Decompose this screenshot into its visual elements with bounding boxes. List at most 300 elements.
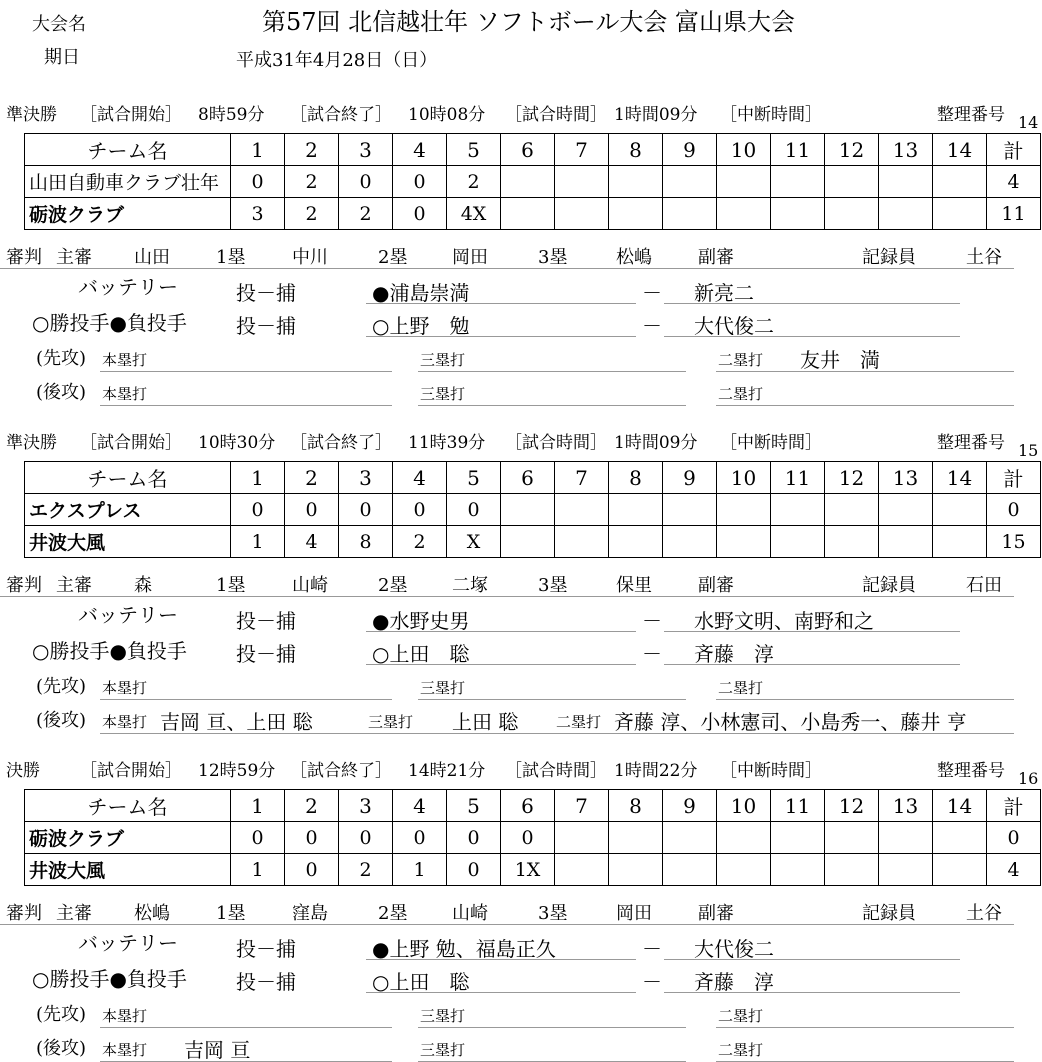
inning-score	[717, 822, 771, 854]
team-total: 4	[987, 854, 1041, 886]
team-row	[25, 494, 1041, 526]
pitcher-catcher-label: 投－捕	[236, 642, 296, 666]
total-header: 計	[987, 462, 1041, 494]
inning-header: 14	[933, 790, 987, 822]
inning-header: 4	[393, 790, 447, 822]
inning-score	[609, 854, 663, 886]
recorder-label: 記録員	[862, 247, 916, 268]
first-base-label: 1塁	[216, 575, 246, 596]
second-base-umpire: 二塚	[452, 575, 488, 596]
inning-header: 1	[231, 134, 285, 166]
inning-score: 1	[231, 854, 285, 886]
inning-score	[555, 166, 609, 198]
event-name: 第57回 北信越壮年 ソフトボール大会 富山県大会	[262, 8, 795, 36]
team-name-header: チーム名	[25, 462, 231, 494]
inning-score	[825, 198, 879, 230]
inning-header: 13	[879, 790, 933, 822]
home-run-label: 本塁打	[102, 1041, 148, 1059]
triple-label: 三塁打	[420, 1041, 466, 1059]
pitcher-catcher-label: 投－捕	[236, 314, 296, 338]
inning-score	[825, 526, 879, 558]
inning-header: 2	[285, 790, 339, 822]
inning-score: 0	[285, 822, 339, 854]
inning-score	[609, 494, 663, 526]
inning-header: 5	[447, 134, 501, 166]
inning-score	[663, 854, 717, 886]
start-label: ［試合開始］	[80, 761, 182, 781]
inning-header: 2	[285, 134, 339, 166]
inning-score: 2	[285, 198, 339, 230]
losing-battery-pitcher: ○上田 聡	[372, 642, 470, 666]
home-run-label: 本塁打	[102, 1007, 148, 1025]
inning-header: 6	[501, 134, 555, 166]
third-base-umpire: 岡田	[616, 903, 652, 924]
underline	[716, 1027, 1014, 1028]
triple-label: 三塁打	[368, 713, 414, 731]
battery-dash: －	[642, 970, 662, 994]
inning-header: 7	[555, 790, 609, 822]
first-batting-label: (先攻)	[36, 676, 87, 697]
losing-battery-catcher: 斉藤 淳	[694, 642, 774, 666]
underline	[0, 268, 1014, 269]
inning-header: 10	[717, 790, 771, 822]
second-base-label: 2塁	[378, 575, 408, 596]
recorder-name: 土谷	[966, 247, 1002, 268]
inning-header: 1	[231, 790, 285, 822]
inning-score: 0	[393, 494, 447, 526]
interrupt-label: ［中断時間］	[720, 761, 822, 781]
team-row	[25, 822, 1041, 854]
underline	[100, 1027, 392, 1028]
second-base-umpire: 岡田	[452, 247, 488, 268]
inning-header: 4	[393, 134, 447, 166]
second-batting-label: (後攻)	[36, 1038, 87, 1059]
inning-score	[609, 198, 663, 230]
umpire-label: 審判	[6, 575, 42, 596]
inning-header: 14	[933, 462, 987, 494]
battery-label: バッテリー	[78, 275, 178, 299]
scoreboard-header-row	[25, 134, 1041, 166]
game-section	[0, 0, 1042, 403]
end-label: ［試合終了］	[290, 105, 392, 125]
team-row	[25, 526, 1041, 558]
inning-score	[717, 166, 771, 198]
inning-score: 4X	[447, 198, 501, 230]
underline	[664, 992, 960, 993]
first-base-umpire: 中川	[292, 247, 328, 268]
team-name: 山田自動車クラブ壮年	[25, 166, 231, 198]
inning-score	[771, 822, 825, 854]
home-run-label: 本塁打	[102, 385, 148, 403]
underline	[366, 992, 636, 993]
chief-umpire: 山田	[134, 247, 170, 268]
inning-score	[501, 494, 555, 526]
inning-score	[609, 166, 663, 198]
underline	[0, 924, 1014, 925]
inning-score: 0	[339, 822, 393, 854]
team-name: 砺波クラブ	[25, 822, 231, 854]
inning-score	[933, 526, 987, 558]
underline	[366, 959, 636, 960]
start-time: 10時30分	[198, 433, 276, 453]
inning-score	[663, 822, 717, 854]
third-base-label: 3塁	[538, 247, 568, 268]
sub-umpire-label: 副審	[698, 903, 734, 924]
underline	[366, 303, 636, 304]
inning-score	[933, 854, 987, 886]
home-run-label: 本塁打	[102, 713, 148, 731]
game-section	[0, 328, 1042, 734]
inning-score	[879, 166, 933, 198]
battery-dash: －	[642, 281, 662, 305]
team-name: エクスプレス	[25, 494, 231, 526]
game-section	[0, 656, 1042, 1062]
record-no: 14	[1018, 113, 1039, 132]
triple-label: 三塁打	[420, 1007, 466, 1025]
inning-header: 11	[771, 462, 825, 494]
inning-score	[555, 198, 609, 230]
inning-header: 10	[717, 134, 771, 166]
duration-label: ［試合時間］	[505, 105, 607, 125]
round-label: 決勝	[6, 761, 40, 781]
duration-time: 1時間22分	[614, 761, 698, 781]
double-label: 二塁打	[718, 385, 764, 403]
inning-header: 11	[771, 790, 825, 822]
inning-score: 0	[285, 854, 339, 886]
inning-score: 0	[393, 822, 447, 854]
pitcher-catcher-label: 投－捕	[236, 937, 296, 961]
duration-time: 1時間09分	[614, 105, 698, 125]
underline	[100, 733, 1014, 734]
inning-header: 13	[879, 134, 933, 166]
double-label: 二塁打	[718, 679, 764, 697]
team-name: 井波大風	[25, 854, 231, 886]
losing-battery-pitcher: ○上野 勉	[372, 314, 470, 338]
inning-score	[555, 526, 609, 558]
team-row	[25, 166, 1041, 198]
winning-battery-pitcher: ●上野 勉、福島正久	[372, 937, 556, 961]
battery-dash: －	[642, 314, 662, 338]
inning-score	[663, 494, 717, 526]
scoreboard-table	[24, 133, 1041, 230]
recorder-name: 土谷	[966, 903, 1002, 924]
umpire-label: 審判	[6, 247, 42, 268]
inning-score	[771, 854, 825, 886]
end-time: 10時08分	[408, 105, 486, 125]
double-label: 二塁打	[718, 1007, 764, 1025]
double-label: 二塁打	[718, 351, 764, 369]
inning-score	[717, 198, 771, 230]
inning-header: 7	[555, 134, 609, 166]
first-base-label: 1塁	[216, 903, 246, 924]
inning-score	[609, 526, 663, 558]
inning-score	[879, 854, 933, 886]
underline	[418, 1027, 686, 1028]
underline	[664, 303, 960, 304]
inning-score	[717, 854, 771, 886]
inning-score	[933, 198, 987, 230]
inning-score: 8	[339, 526, 393, 558]
first-batting-label: (先攻)	[36, 1004, 87, 1025]
inning-score	[501, 526, 555, 558]
inning-header: 2	[285, 462, 339, 494]
inning-header: 6	[501, 790, 555, 822]
interrupt-label: ［中断時間］	[720, 105, 822, 125]
inning-score	[933, 494, 987, 526]
inning-header: 3	[339, 134, 393, 166]
inning-score: 0	[501, 822, 555, 854]
inning-header: 5	[447, 790, 501, 822]
battery-dash: －	[642, 642, 662, 666]
first-base-umpire: 山崎	[292, 575, 328, 596]
inning-score: 0	[231, 166, 285, 198]
double-label: 二塁打	[556, 713, 602, 731]
inning-score: 1	[393, 854, 447, 886]
inning-score	[501, 198, 555, 230]
inning-header: 5	[447, 462, 501, 494]
inning-score	[933, 822, 987, 854]
inning-score: 0	[231, 822, 285, 854]
inning-score	[879, 494, 933, 526]
inning-header: 8	[609, 134, 663, 166]
inning-score: X	[447, 526, 501, 558]
sub-umpire-label: 副審	[698, 247, 734, 268]
inning-header: 7	[555, 462, 609, 494]
pitcher-result-label: ○勝投手●負投手	[32, 639, 187, 663]
inning-score	[663, 198, 717, 230]
triple-label: 三塁打	[420, 679, 466, 697]
second-base-umpire: 山崎	[452, 903, 488, 924]
inning-score	[771, 494, 825, 526]
winning-battery-pitcher: ●浦島崇満	[372, 281, 470, 305]
duration-label: ［試合時間］	[505, 433, 607, 453]
pitcher-catcher-label: 投－捕	[236, 281, 296, 305]
umpire-label: 審判	[6, 903, 42, 924]
inning-header: 3	[339, 462, 393, 494]
inning-score	[663, 526, 717, 558]
inning-score	[717, 494, 771, 526]
recorder-label: 記録員	[862, 903, 916, 924]
inning-header: 9	[663, 790, 717, 822]
inning-score: 0	[393, 198, 447, 230]
inning-score	[771, 198, 825, 230]
duration-label: ［試合時間］	[505, 761, 607, 781]
inning-score	[825, 494, 879, 526]
home-run-players: 吉岡 亘、上田 聡	[160, 710, 313, 734]
event-date: 平成31年4月28日（日）	[236, 50, 438, 71]
winning-battery-pitcher: ●水野史男	[372, 609, 470, 633]
triple-players: 上田 聡	[452, 710, 519, 734]
total-header: 計	[987, 790, 1041, 822]
double-label: 二塁打	[718, 1041, 764, 1059]
triple-label: 三塁打	[420, 385, 466, 403]
inning-score	[501, 166, 555, 198]
double-players: 友井 満	[800, 348, 880, 372]
third-base-label: 3塁	[538, 903, 568, 924]
team-row	[25, 854, 1041, 886]
round-label: 準決勝	[6, 105, 57, 125]
losing-battery-catcher: 斉藤 淳	[694, 970, 774, 994]
record-no-label: 整理番号	[937, 761, 1005, 781]
inning-header: 6	[501, 462, 555, 494]
total-header: 計	[987, 134, 1041, 166]
record-no: 16	[1018, 769, 1039, 788]
team-total: 11	[987, 198, 1041, 230]
first-base-umpire: 窪島	[292, 903, 328, 924]
team-total: 15	[987, 526, 1041, 558]
inning-score: 2	[447, 166, 501, 198]
inning-score	[879, 198, 933, 230]
winning-battery-catcher: 大代俊二	[694, 937, 774, 961]
start-label: ［試合開始］	[80, 105, 182, 125]
inning-score: 0	[447, 822, 501, 854]
inning-header: 12	[825, 462, 879, 494]
record-no-label: 整理番号	[937, 105, 1005, 125]
inning-score	[663, 166, 717, 198]
inning-score: 0	[447, 854, 501, 886]
inning-score	[771, 526, 825, 558]
inning-header: 14	[933, 134, 987, 166]
team-name: 砺波クラブ	[25, 198, 231, 230]
inning-header: 8	[609, 790, 663, 822]
third-base-umpire: 松嶋	[616, 247, 652, 268]
triple-label: 三塁打	[420, 351, 466, 369]
record-no-label: 整理番号	[937, 433, 1005, 453]
scoreboard-header-row	[25, 462, 1041, 494]
team-total: 4	[987, 166, 1041, 198]
end-label: ［試合終了］	[290, 433, 392, 453]
home-run-players: 吉岡 亘	[184, 1038, 251, 1062]
end-label: ［試合終了］	[290, 761, 392, 781]
home-run-label: 本塁打	[102, 351, 148, 369]
inning-score: 2	[339, 854, 393, 886]
inning-score: 4	[285, 526, 339, 558]
inning-header: 9	[663, 462, 717, 494]
inning-score	[825, 166, 879, 198]
pitcher-result-label: ○勝投手●負投手	[32, 311, 187, 335]
chief-label: 主審	[56, 247, 92, 268]
team-name-header: チーム名	[25, 790, 231, 822]
pitcher-result-label: ○勝投手●負投手	[32, 967, 187, 991]
inning-header: 10	[717, 462, 771, 494]
inning-score: 2	[285, 166, 339, 198]
inning-score: 1X	[501, 854, 555, 886]
inning-header: 12	[825, 790, 879, 822]
second-base-label: 2塁	[378, 247, 408, 268]
inning-score: 0	[393, 166, 447, 198]
inning-score	[555, 854, 609, 886]
recorder-name: 石田	[966, 575, 1002, 596]
team-name: 井波大風	[25, 526, 231, 558]
battery-dash: －	[642, 937, 662, 961]
inning-score	[717, 526, 771, 558]
date-label: 期日	[44, 47, 80, 68]
inning-score	[879, 822, 933, 854]
pitcher-catcher-label: 投－捕	[236, 970, 296, 994]
inning-score	[933, 166, 987, 198]
scoreboard-table	[24, 789, 1041, 886]
first-batting-label: (先攻)	[36, 348, 87, 369]
interrupt-label: ［中断時間］	[720, 433, 822, 453]
inning-score: 0	[231, 494, 285, 526]
home-run-label: 本塁打	[102, 679, 148, 697]
second-base-label: 2塁	[378, 903, 408, 924]
inning-header: 3	[339, 790, 393, 822]
inning-header: 12	[825, 134, 879, 166]
winning-battery-catcher: 新亮二	[694, 281, 754, 305]
record-no: 15	[1018, 441, 1039, 460]
inning-header: 1	[231, 462, 285, 494]
inning-score: 0	[285, 494, 339, 526]
inning-header: 11	[771, 134, 825, 166]
inning-score	[555, 822, 609, 854]
inning-header: 4	[393, 462, 447, 494]
team-name-header: チーム名	[25, 134, 231, 166]
inning-score	[771, 166, 825, 198]
inning-score	[609, 822, 663, 854]
end-time: 11時39分	[408, 433, 486, 453]
underline	[366, 631, 636, 632]
underline	[0, 596, 1014, 597]
inning-header: 13	[879, 462, 933, 494]
round-label: 準決勝	[6, 433, 57, 453]
chief-umpire: 松嶋	[134, 903, 170, 924]
winning-battery-catcher: 水野文明、南野和之	[694, 609, 874, 633]
sub-umpire-label: 副審	[698, 575, 734, 596]
inning-score: 0	[339, 494, 393, 526]
losing-battery-catcher: 大代俊二	[694, 314, 774, 338]
inning-score: 2	[393, 526, 447, 558]
event-label: 大会名	[32, 14, 86, 35]
recorder-label: 記録員	[862, 575, 916, 596]
underline	[664, 631, 960, 632]
inning-score	[555, 494, 609, 526]
inning-score	[825, 854, 879, 886]
end-time: 14時21分	[408, 761, 486, 781]
scoreboard-table	[24, 461, 1041, 558]
inning-score	[825, 822, 879, 854]
chief-label: 主審	[56, 575, 92, 596]
scoreboard-header-row	[25, 790, 1041, 822]
third-base-label: 3塁	[538, 575, 568, 596]
double-players: 斉藤 淳、小林憲司、小島秀一、藤井 亨	[614, 710, 967, 734]
inning-score: 0	[447, 494, 501, 526]
team-total: 0	[987, 822, 1041, 854]
underline	[664, 959, 960, 960]
first-base-label: 1塁	[216, 247, 246, 268]
team-total: 0	[987, 494, 1041, 526]
inning-score: 0	[339, 166, 393, 198]
losing-battery-pitcher: ○上田 聡	[372, 970, 470, 994]
inning-score: 3	[231, 198, 285, 230]
start-label: ［試合開始］	[80, 433, 182, 453]
chief-label: 主審	[56, 903, 92, 924]
battery-label: バッテリー	[78, 603, 178, 627]
inning-header: 9	[663, 134, 717, 166]
battery-label: バッテリー	[78, 931, 178, 955]
inning-score: 2	[339, 198, 393, 230]
start-time: 8時59分	[198, 105, 265, 125]
team-row	[25, 198, 1041, 230]
inning-header: 8	[609, 462, 663, 494]
inning-score: 1	[231, 526, 285, 558]
chief-umpire: 森	[134, 575, 152, 596]
inning-score	[879, 526, 933, 558]
third-base-umpire: 保里	[616, 575, 652, 596]
duration-time: 1時間09分	[614, 433, 698, 453]
pitcher-catcher-label: 投－捕	[236, 609, 296, 633]
battery-dash: －	[642, 609, 662, 633]
